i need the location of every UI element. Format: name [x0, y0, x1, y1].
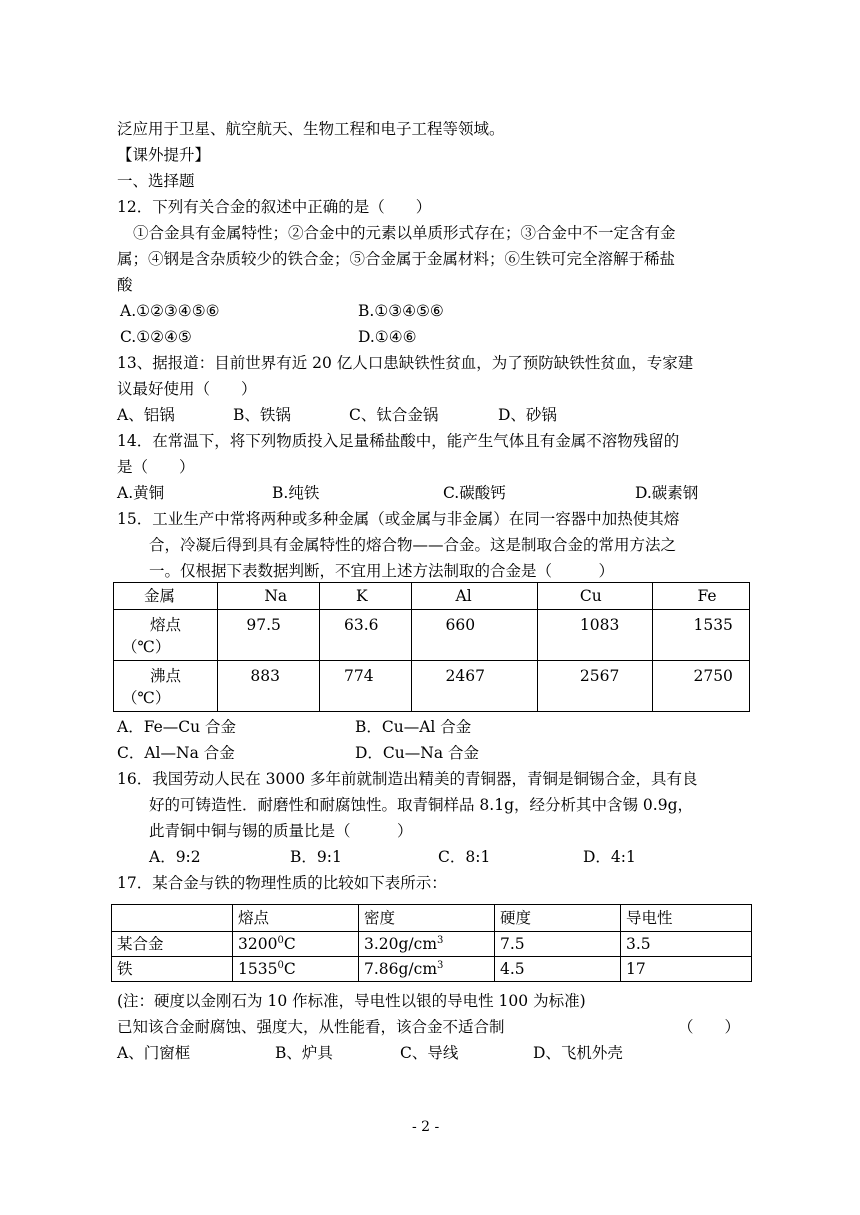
part-title: 一、选择题: [117, 172, 195, 190]
q15-header-cell: Na: [218, 583, 320, 610]
q15-boil-cell: 774: [320, 661, 412, 712]
q13-option-a: A、铝锅: [117, 406, 175, 424]
q17-note: (注：硬度以金刚石为 10 作标准，导电性以银的导电性 100 为标准): [117, 992, 586, 1010]
section-title: 【课外提升】: [117, 146, 211, 164]
q17-conductivity-cell: 17: [621, 957, 752, 982]
q13-line1: 13、据报道：目前世界有近 20 亿人口患缺铁性贫血，为了预防缺铁性贫血，专家建: [117, 354, 694, 372]
q12-line3: 酸: [117, 276, 133, 294]
q14-line1: 14．在常温下，将下列物质投入足量稀盐酸中，能产生气体且有金属不溶物残留的: [117, 432, 680, 450]
q17-density-cell: [359, 932, 495, 957]
q12-line1: ①合金具有金属特性；②合金中的元素以单质形式存在；③合金中不一定含有金: [133, 224, 676, 242]
q16-line1: 16．我国劳动人民在 3000 多年前就制造出精美的青铜器，青铜是铜锡合金，具有良: [117, 770, 698, 788]
q17-table-header-row: [112, 905, 752, 932]
q17-density-cell: [359, 957, 495, 982]
q15-boil-label-b: （℃）: [122, 689, 171, 707]
q15-table-header-row: [114, 583, 750, 610]
q17-melt-sup: 0: [277, 934, 284, 946]
q15-melt-label-b: （℃）: [122, 638, 171, 656]
q12-option-d: D.①④⑥: [358, 328, 417, 346]
q15-melt-cell: 63.6: [320, 610, 412, 661]
q15-header-cell: Fe: [653, 583, 750, 610]
q12-line2: 属；④钢是含杂质较少的铁合金；⑤合金属于金属材料；⑥生铁可完全溶解于稀盐: [117, 250, 676, 268]
q14-line2: 是（ ）: [117, 458, 195, 476]
q17-table-row: [112, 932, 752, 957]
q12-option-b: B.①③④⑤⑥: [358, 302, 444, 320]
q13-option-c: C、钛合金锅: [349, 406, 439, 424]
q12-option-a: A.①②③④⑤⑥: [120, 302, 220, 320]
q17-density-sup: 3: [437, 934, 444, 946]
q15-header-cell: K: [320, 583, 412, 610]
q15-boil-cell: 2567: [537, 661, 653, 712]
q15-boil-cell: 883: [218, 661, 320, 712]
q13-option-b: B、铁锅: [233, 406, 291, 424]
q17-melt-cell: [233, 957, 359, 982]
q15-header-cell: 金属: [114, 583, 218, 610]
q17-answer-blank: （ ）: [678, 1018, 741, 1036]
q17-density-num: 3.20g/cm: [364, 935, 438, 953]
q15-option-b: B．Cu—Al 合金: [355, 718, 472, 736]
q16-option-c: C．8:1: [438, 848, 491, 866]
q17-header-cell: [112, 905, 233, 932]
q15-boil-cell: 2467: [411, 661, 537, 712]
q17-option-a: A、门窗框: [117, 1044, 191, 1062]
q15-header-cell: Cu: [537, 583, 653, 610]
q15-line2: 合，冷凝后得到具有金属特性的熔合物——合金。这是制取合金的常用方法之: [149, 536, 677, 554]
q17-table-row: [112, 957, 752, 982]
q16-option-a: A．9:2: [149, 848, 201, 866]
q16-option-b: B．9:1: [290, 848, 342, 866]
q17-hardness-cell: 4.5: [495, 957, 621, 982]
q14-option-d: D.碳素钢: [635, 484, 699, 502]
q15-table-melt-row: [114, 610, 750, 661]
q17-line2: 已知该合金耐腐蚀、强度大，从性能看，该合金不适合制: [117, 1018, 505, 1036]
q17-option-d: D、飞机外壳: [533, 1044, 623, 1062]
q17-header-cell: 硬度: [495, 905, 621, 932]
q17-line1: 17．某合金与铁的物理性质的比较如下表所示：: [117, 874, 447, 892]
q16-option-d: D．4:1: [583, 848, 636, 866]
q17-melt-sup: 0: [277, 959, 284, 971]
q15-boil-cell: 2750: [653, 661, 750, 712]
q15-boil-label-a: 沸点: [150, 667, 182, 685]
q17-option-c: C、导线: [400, 1044, 459, 1062]
intro-tail-text: 泛应用于卫星、航空航天、生物工程和电子工程等领域。: [117, 120, 505, 138]
q15-header-cell: Al: [411, 583, 537, 610]
q12-stem: 12．下列有关合金的叙述中正确的是（ ）: [117, 198, 432, 216]
q15-melt-cell: 660: [411, 610, 537, 661]
q15-line3: 一。仅根据下表数据判断，不宜用上述方法制取的合金是（ ）: [149, 562, 615, 580]
q15-table-boil-row: [114, 661, 750, 712]
q15-line1: 15．工业生产中常将两种或多种金属（或金属与非金属）在同一容器中加热使其熔: [117, 510, 680, 528]
q15-option-a: A．Fe—Cu 合金: [117, 718, 237, 736]
q17-melt-num: 3200: [238, 935, 278, 953]
q17-row-name: 某合金: [112, 932, 233, 957]
q15-option-d: D．Cu—Na 合金: [355, 744, 480, 762]
q17-hardness-cell: 7.5: [495, 932, 621, 957]
q15-melt-label: [114, 610, 218, 661]
q14-option-b: B.纯铁: [272, 484, 320, 502]
q17-row-name: 铁: [112, 957, 233, 982]
q17-melt-unit: C: [283, 960, 296, 978]
q15-option-c: C．Al—Na 合金: [117, 744, 235, 762]
q17-density-sup: 3: [437, 959, 444, 971]
q15-melt-label-a: 熔点: [150, 616, 182, 634]
page-number: - 2 -: [412, 1119, 440, 1135]
q17-density-num: 7.86g/cm: [364, 960, 438, 978]
q17-melt-num: 1535: [238, 960, 278, 978]
q16-line3: 此青铜中铜与锡的质量比是（ ）: [149, 822, 413, 840]
q17-header-cell: 导电性: [621, 905, 752, 932]
q17-option-b: B、炉具: [275, 1044, 333, 1062]
q12-option-c: C.①②④⑤: [120, 328, 192, 346]
q15-melt-cell: 97.5: [218, 610, 320, 661]
q15-metals-table: [113, 582, 750, 712]
q17-properties-table: [111, 904, 752, 982]
q17-melt-unit: C: [283, 935, 296, 953]
q14-option-a: A.黄铜: [117, 484, 165, 502]
q17-header-cell: 熔点: [233, 905, 359, 932]
q17-header-cell: 密度: [359, 905, 495, 932]
q13-option-d: D、砂锅: [498, 406, 557, 424]
q17-conductivity-cell: 3.5: [621, 932, 752, 957]
q17-melt-cell: [233, 932, 359, 957]
q13-line2: 议最好使用（ ）: [117, 380, 257, 398]
q15-boil-label: [114, 661, 218, 712]
q15-melt-cell: 1083: [537, 610, 653, 661]
q15-melt-cell: 1535: [653, 610, 750, 661]
q16-line2: 好的可铸造性．耐磨性和耐腐蚀性。取青铜样品 8.1g，经分析其中含锡 0.9g，: [149, 796, 694, 814]
q14-option-c: C.碳酸钙: [443, 484, 506, 502]
